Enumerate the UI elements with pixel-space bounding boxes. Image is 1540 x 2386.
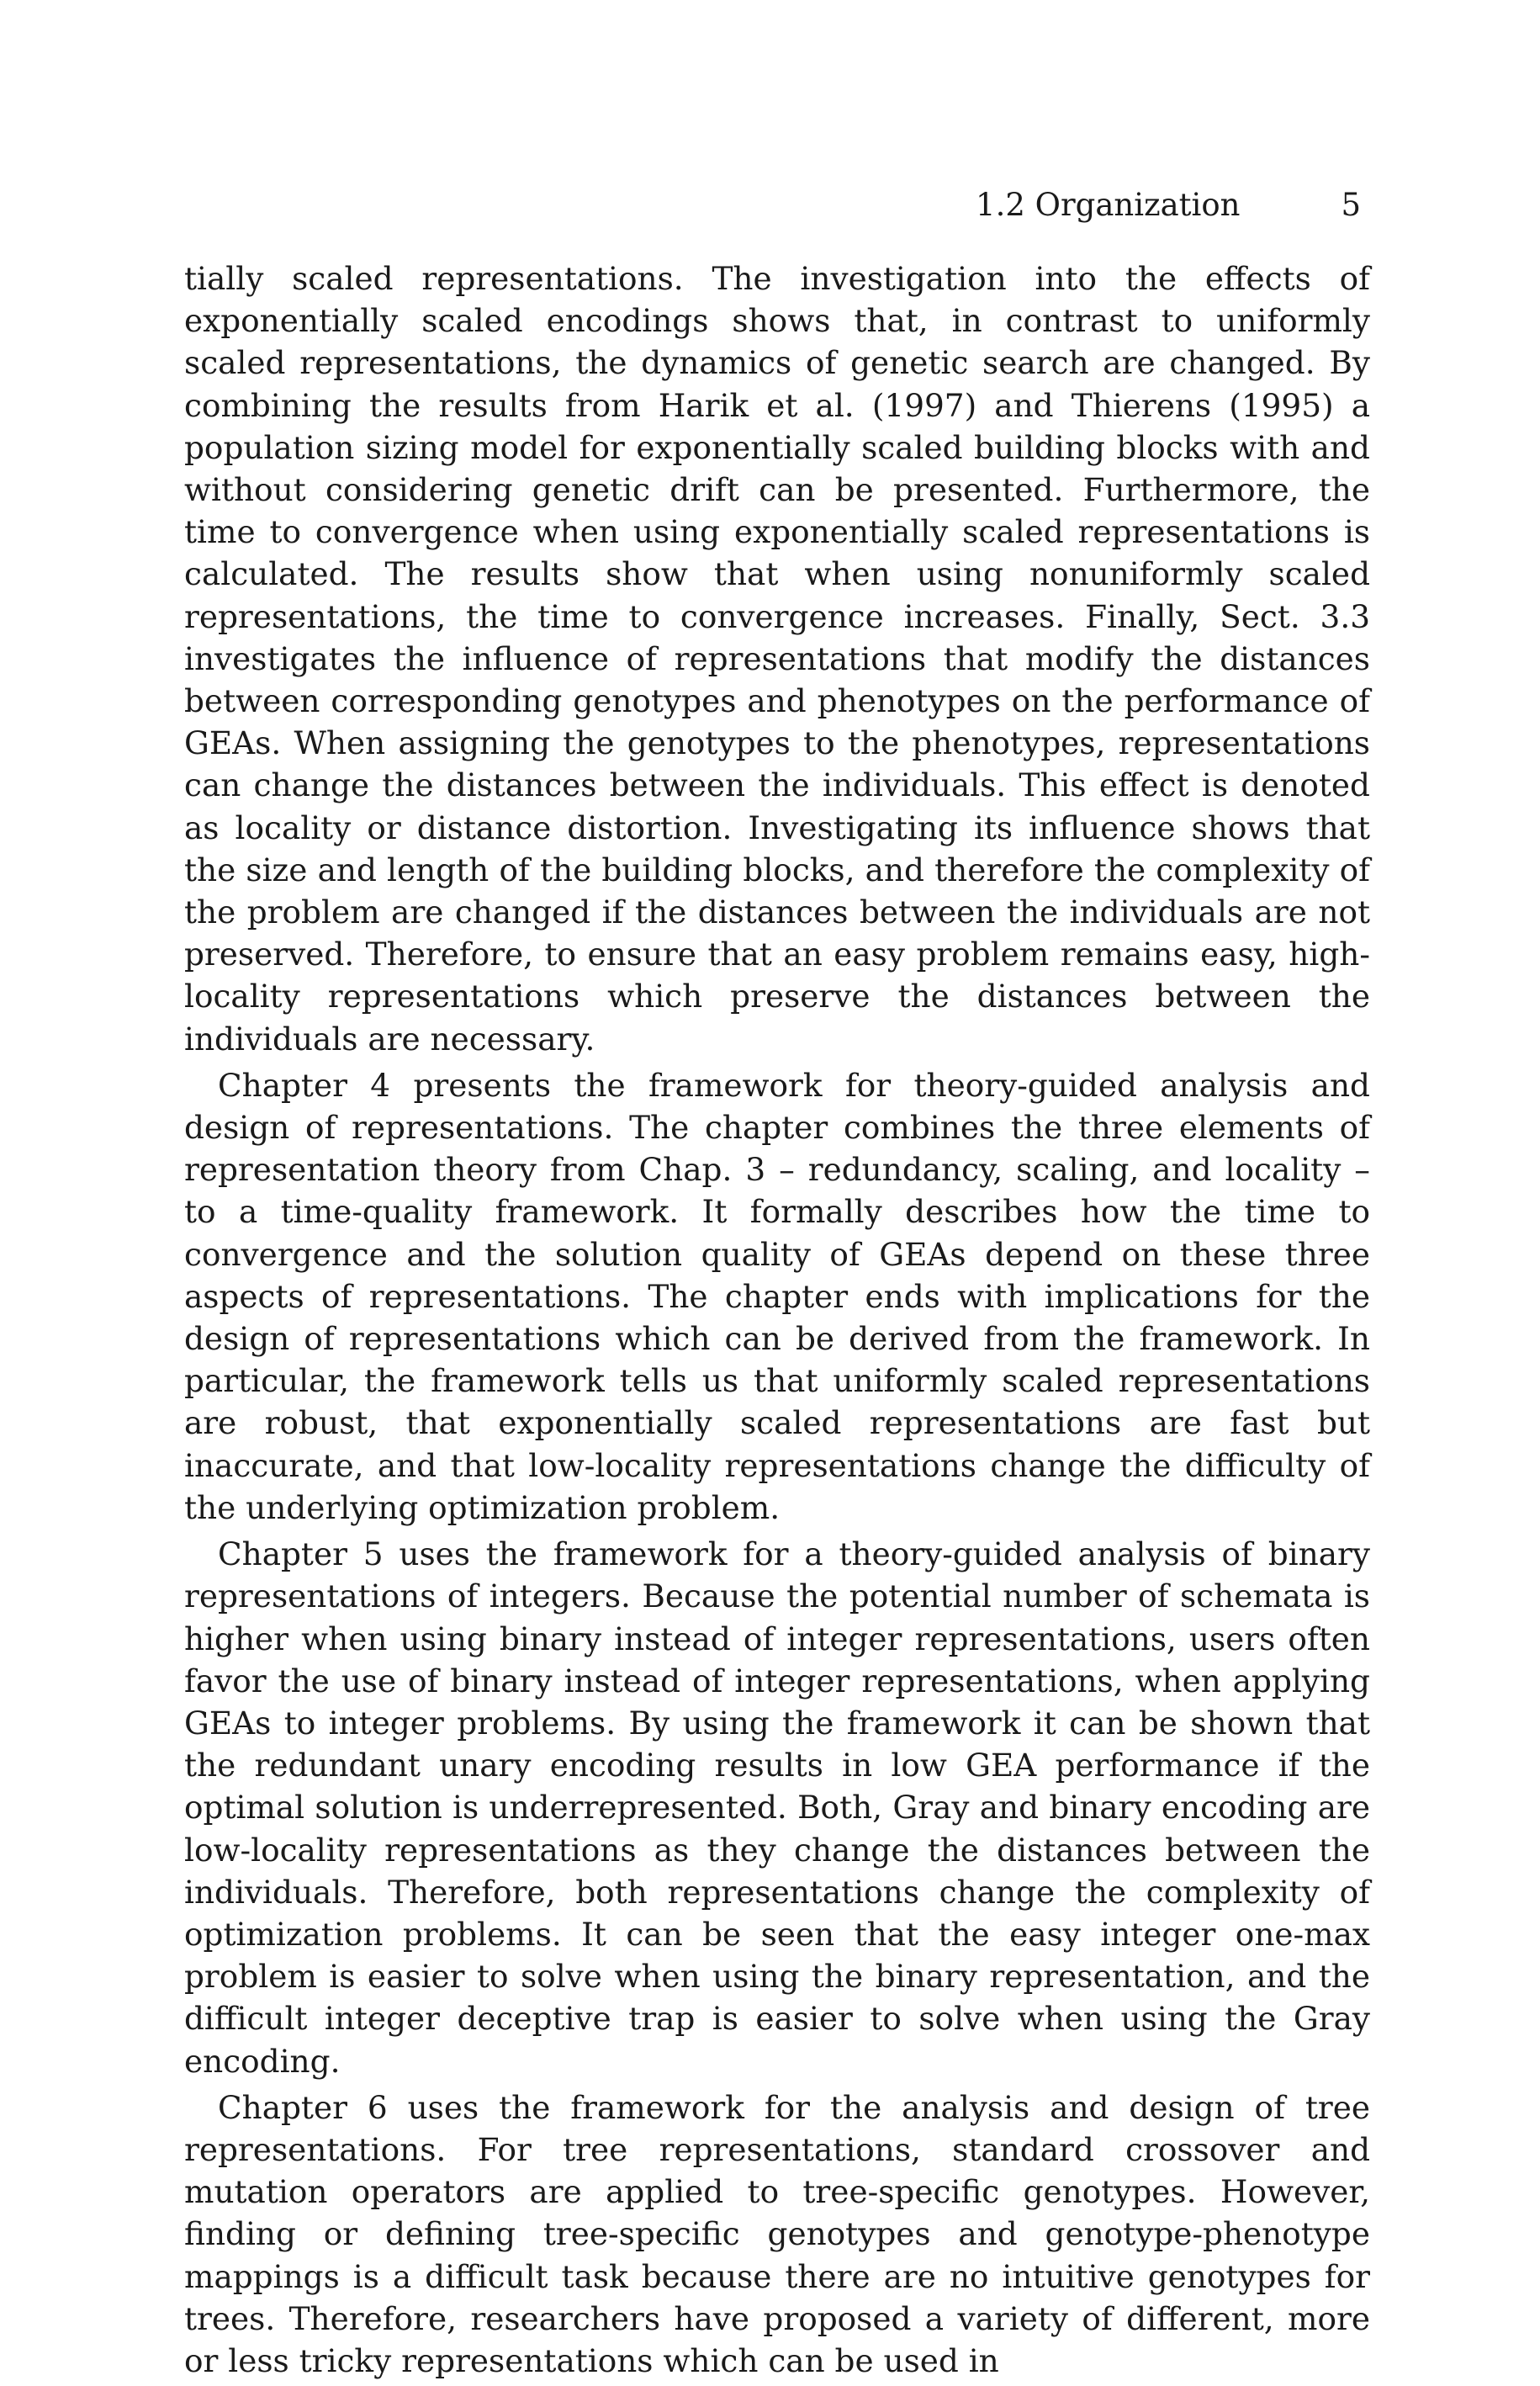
paragraph-3: Chapter 5 uses the framework for a theory-guided analysis of binary representations of integers. Because the potential number of schemata is higher when using binary instead of integer representations, users often favor the use of binary instead of integer representations, when applying GEAs to integer problems. By using the framework it can be shown that the redundant unary encoding results in low GEA performance if the optimal solution is underrepresented. Both, Gray and binary encoding are low-locality representations as they change the distances between the individuals. Therefore, both representations change the complexity of optimization problems. It can be seen that the easy integer one-max problem is easier to solve when using the binary representation, and the difficult integer deceptive trap is easier to solve when using the Gray encoding.: [184, 1535, 1370, 2080]
body-text: [184, 257, 1370, 2386]
running-header: [976, 187, 1361, 224]
paragraph-1: tially scaled representations. The investigation into the effects of exponentially scaled encodings shows that, in contrast to uniformly scaled representations, the dynamics of genetic search are changed. By combining the results from Harik et al. (1997) and Thierens (1995) a population sizing model for exponentially scaled building blocks with and without considering genetic drift can be presented. Furthermore, the time to convergence when using exponentially scaled representations is calculated. The results show that when using nonuniformly scaled representations, the time to convergence increases. Finally, Sect. 3.3 investigates the influence of representations that modify the distances between corresponding genotypes and phenotypes on the performance of GEAs. When assigning the genotypes to the phenotypes, representations can change the distances between the individuals. This effect is denoted as locality or distance distortion. Investigating its influence shows that the size and length of the building blocks, and therefore the complexity of the problem are changed if the distances between the individuals are not preserved. Therefore, to ensure that an easy problem remains easy, high-locality representations which preserve the distances between the individuals are necessary.: [184, 260, 1370, 1058]
page-number: 5: [1341, 187, 1361, 223]
section-title: 1.2 Organization: [976, 187, 1241, 223]
paragraph-2: Chapter 4 presents the framework for theory-guided analysis and design of representations. The chapter combines the three elements of representation theory from Chap. 3 – redundancy, scaling, and locality – to a time-quality framework. It formally describes how the time to convergence and the solution quality of GEAs depend on these three aspects of representations. The chapter ends with implications for the design of representations which can be derived from the framework. In particular, the framework tells us that uniformly scaled representations are robust, that exponentially scaled representations are fast but inaccurate, and that low-locality representations change the difficulty of the underlying optimization problem.: [184, 1066, 1370, 1526]
paragraph-4: Chapter 6 uses the framework for the analysis and design of tree representations. For tree representations, standard crossover and mutation operators are applied to tree-specific genotypes. However, finding or defining tree-specific genotypes and genotype-phenotype mappings is a difficult task because there are no intuitive genotypes for trees. Therefore, researchers have proposed a variety of different, more or less tricky representations which can be used in: [184, 2088, 1370, 2379]
